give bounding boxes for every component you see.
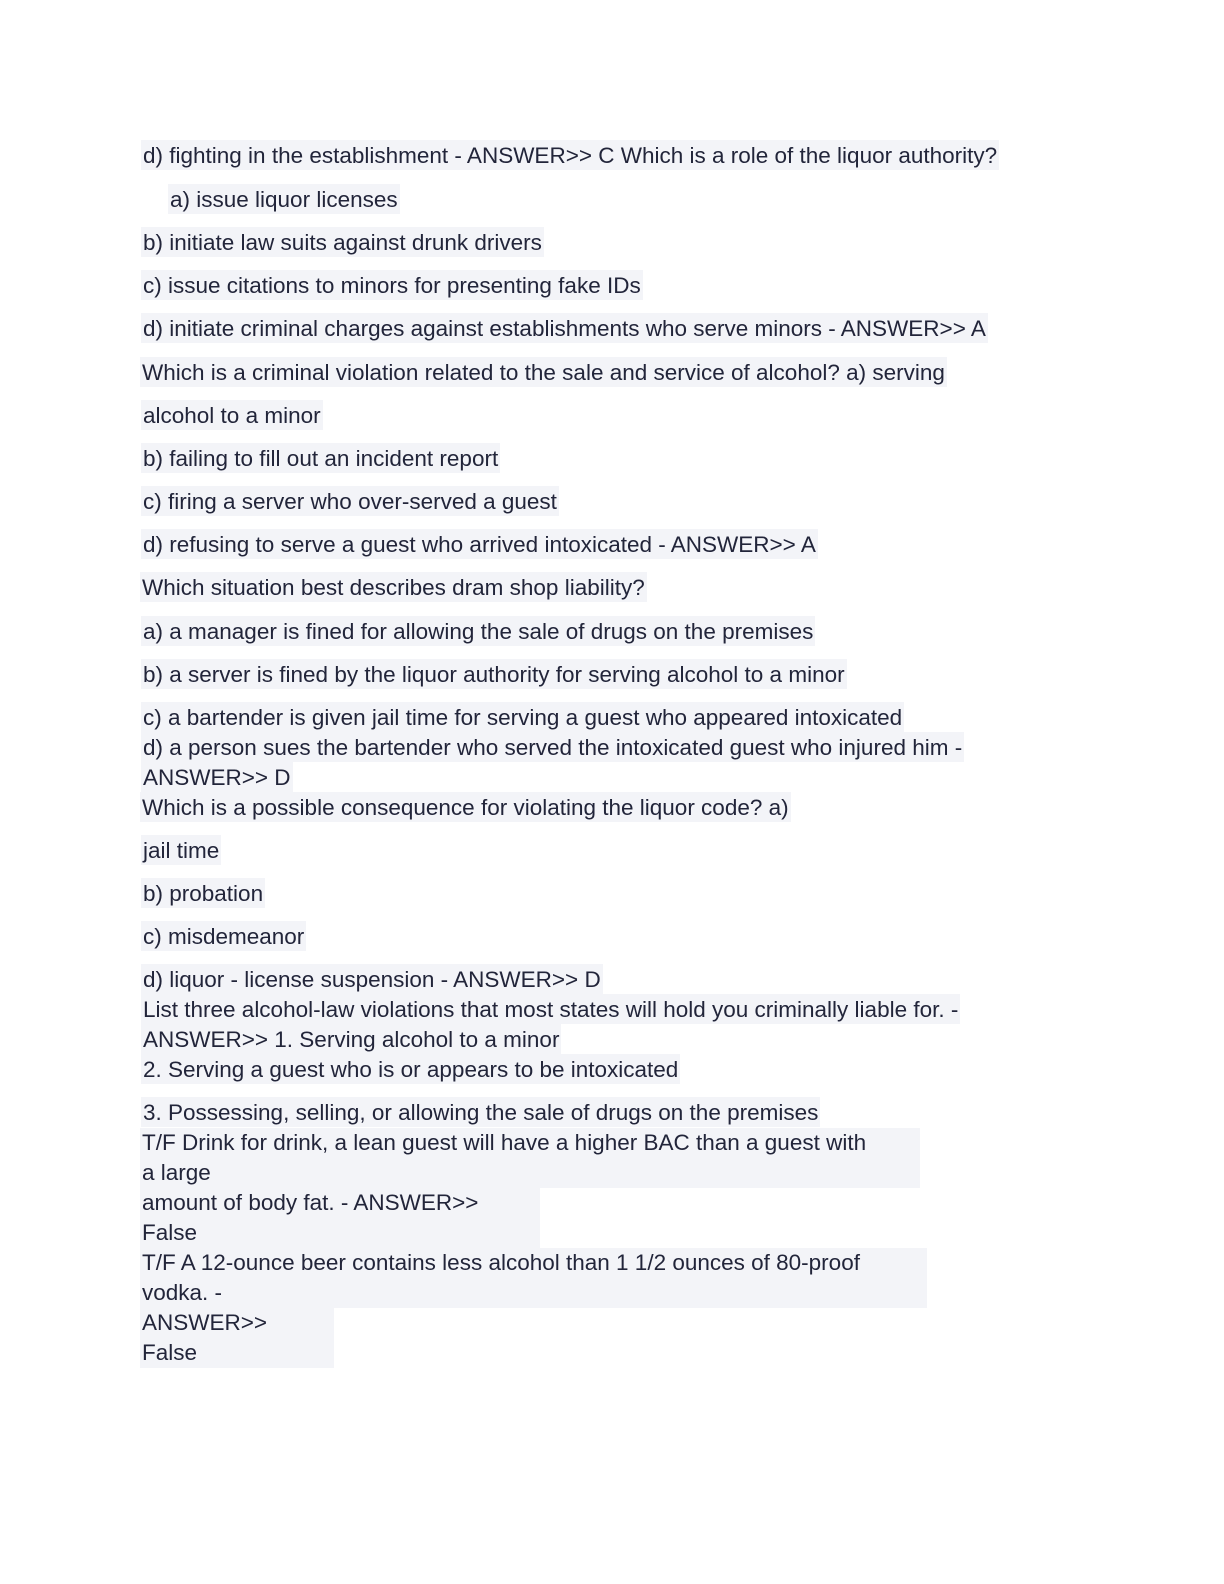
text-line xyxy=(141,401,323,431)
text-line xyxy=(141,965,603,995)
text-line xyxy=(141,617,815,647)
text-line xyxy=(141,1098,820,1128)
tf-question-text: ANSWER>> xyxy=(142,1310,268,1335)
text-line-content: d) fighting in the establishment - ANSWER>> C Which is a role of the liquor authority? xyxy=(141,140,999,170)
tf-question-text: T/F A 12-ounce beer contains less alcohol than 1 1/2 ounces of 80-proof xyxy=(142,1250,860,1275)
text-line-content: d) initiate criminal charges against establishments who serve minors - ANSWER>> A xyxy=(141,313,988,343)
text-line xyxy=(141,763,293,793)
text-line-content: Which is a criminal violation related to the sale and service of alcohol? a) serving xyxy=(140,357,947,387)
text-line-content: c) a bartender is given jail time for serving a guest who appeared intoxicated xyxy=(141,702,904,732)
tf-question-text: a large xyxy=(142,1160,211,1185)
text-line-content: b) a server is fined by the liquor authority for serving alcohol to a minor xyxy=(141,659,847,689)
text-line-content: ANSWER>> D xyxy=(141,762,293,792)
text-line xyxy=(141,733,964,763)
text-line xyxy=(141,836,221,866)
text-line-content: b) probation xyxy=(141,878,265,908)
tf-question-text: vodka. - xyxy=(142,1280,223,1305)
text-line xyxy=(141,314,988,344)
tf-question-block xyxy=(140,1128,920,1188)
text-line-content: ANSWER>> 1. Serving alcohol to a minor xyxy=(141,1024,561,1054)
text-line-content: d) refusing to serve a guest who arrived intoxicated - ANSWER>> A xyxy=(141,529,818,559)
tf-question-block xyxy=(140,1248,927,1308)
text-line xyxy=(141,530,818,560)
tf-answer-text: False xyxy=(142,1340,198,1365)
text-line xyxy=(140,358,947,388)
tf-answer-block xyxy=(140,1308,334,1368)
text-line xyxy=(140,573,647,603)
tf-question-text: T/F Drink for drink, a lean guest will have a higher BAC than a guest with xyxy=(142,1130,867,1155)
text-line xyxy=(141,703,904,733)
text-line xyxy=(141,444,500,474)
text-line-content: a) issue liquor licenses xyxy=(168,184,400,214)
text-line xyxy=(141,1025,561,1055)
text-line-content: c) issue citations to minors for presenting fake IDs xyxy=(141,270,643,300)
text-line-content: b) failing to fill out an incident report xyxy=(141,443,500,473)
text-line xyxy=(141,995,960,1025)
text-line-content: List three alcohol-law violations that most states will hold you criminally liable for. - xyxy=(141,994,960,1024)
text-line-content: Which situation best describes dram shop liability? xyxy=(140,572,647,602)
text-line xyxy=(141,141,999,171)
tf-answer-text: False xyxy=(142,1220,198,1245)
text-line xyxy=(141,879,265,909)
text-line xyxy=(141,660,847,690)
text-line-content: c) misdemeanor xyxy=(141,921,306,951)
text-line-content: 3. Possessing, selling, or allowing the sale of drugs on the premises xyxy=(141,1097,820,1127)
text-line-content: d) a person sues the bartender who served the intoxicated guest who injured him - xyxy=(141,732,964,762)
text-line xyxy=(141,271,643,301)
text-line-content: a) a manager is fined for allowing the sale of drugs on the premises xyxy=(141,616,815,646)
text-line xyxy=(141,487,559,517)
text-line-content: alcohol to a minor xyxy=(141,400,323,430)
tf-question-text: amount of body fat. - ANSWER>> xyxy=(142,1190,479,1215)
text-line xyxy=(168,185,400,215)
text-line-content: c) firing a server who over-served a guest xyxy=(141,486,559,516)
text-line xyxy=(141,228,544,258)
text-line-content: b) initiate law suits against drunk drivers xyxy=(141,227,544,257)
text-line xyxy=(140,793,791,823)
text-line-content: 2. Serving a guest who is or appears to be intoxicated xyxy=(141,1054,680,1084)
text-line-content: d) liquor - license suspension - ANSWER>> D xyxy=(141,964,603,994)
text-line-content: Which is a possible consequence for violating the liquor code? a) xyxy=(140,792,791,822)
text-line xyxy=(141,1055,680,1085)
text-line-content: jail time xyxy=(141,835,221,865)
tf-answer-block xyxy=(140,1188,540,1248)
text-line xyxy=(141,922,306,952)
